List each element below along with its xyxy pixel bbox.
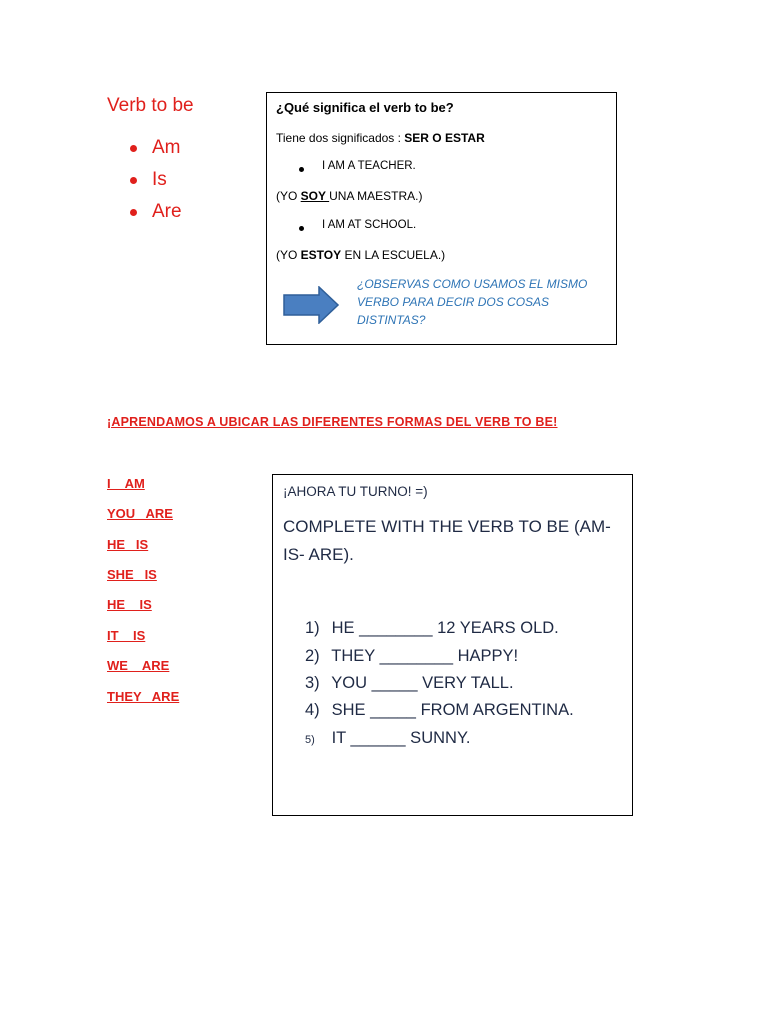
pronoun-item: IT IS xyxy=(107,628,146,643)
exercise-turn-label: ¡AHORA TU TURNO! =) xyxy=(283,484,428,499)
right-arrow-icon xyxy=(283,286,339,324)
pronoun-item: HE IS xyxy=(107,597,152,612)
meaning-subtitle xyxy=(276,131,485,145)
exercise-item xyxy=(305,701,574,720)
pronoun-item: SHE IS xyxy=(107,567,157,582)
pronoun-item: I AM xyxy=(107,476,145,491)
item-number: 2) xyxy=(305,647,320,665)
item-text: THEY ________ HAPPY! xyxy=(331,647,519,665)
exercise-item xyxy=(305,674,514,693)
list-item: Is xyxy=(128,169,182,201)
pronoun-item: YOU ARE xyxy=(107,506,173,521)
exercise-box xyxy=(272,474,633,816)
translation-1 xyxy=(276,189,423,203)
pronoun-item: WE ARE xyxy=(107,658,170,673)
translation-2-pre: (YO xyxy=(276,248,301,262)
example-2: I AM AT SCHOOL. xyxy=(322,219,417,231)
pronoun-item: THEY ARE xyxy=(107,689,180,704)
pronoun-item: HE IS xyxy=(107,537,149,552)
exercise-item xyxy=(305,647,518,666)
list-item: Am xyxy=(128,137,182,169)
section-heading: ¡APRENDAMOS A UBICAR LAS DIFERENTES FORMAS DEL VERB TO BE! xyxy=(107,415,558,429)
translation-2-bold: ESTOY xyxy=(300,248,342,262)
meaning-box xyxy=(266,92,617,345)
translation-1-bold: SOY xyxy=(300,189,330,203)
example-1: I AM A TEACHER. xyxy=(322,160,416,172)
exercise-item xyxy=(305,619,559,638)
item-text: SHE _____ FROM ARGENTINA. xyxy=(331,701,574,719)
item-text: IT ______ SUNNY. xyxy=(331,729,471,747)
item-number: 1) xyxy=(305,619,320,637)
item-text: HE ________ 12 YEARS OLD. xyxy=(331,619,559,637)
translation-1-pre: (YO xyxy=(276,189,301,203)
observation-note: ¿OBSERVAS COMO USAMOS EL MISMO VERBO PARA DECIR DOS COSAS DISTINTAS? xyxy=(357,277,588,327)
meaning-question: ¿Qué significa el verb to be? xyxy=(276,100,454,115)
item-number: 4) xyxy=(305,701,320,719)
bullet-icon xyxy=(299,167,304,172)
item-number: 3) xyxy=(305,674,320,692)
translation-2-post: EN LA ESCUELA.) xyxy=(341,248,446,262)
item-number: 5) xyxy=(305,734,315,746)
verb-forms-list xyxy=(128,137,182,233)
translation-1-post: UNA MAESTRA.) xyxy=(329,189,423,203)
subtitle-prefix: Tiene dos significados : xyxy=(276,131,405,145)
list-item: Are xyxy=(128,201,182,233)
translation-2 xyxy=(276,248,445,262)
bullet-icon xyxy=(299,226,304,231)
item-text: YOU _____ VERY TALL. xyxy=(331,674,514,692)
exercise-instruction: COMPLETE WITH THE VERB TO BE (AM- IS- ARE). xyxy=(283,517,611,564)
verb-to-be-title: Verb to be xyxy=(107,95,194,116)
exercise-item xyxy=(305,729,470,748)
subtitle-bold: SER O ESTAR xyxy=(404,131,485,145)
